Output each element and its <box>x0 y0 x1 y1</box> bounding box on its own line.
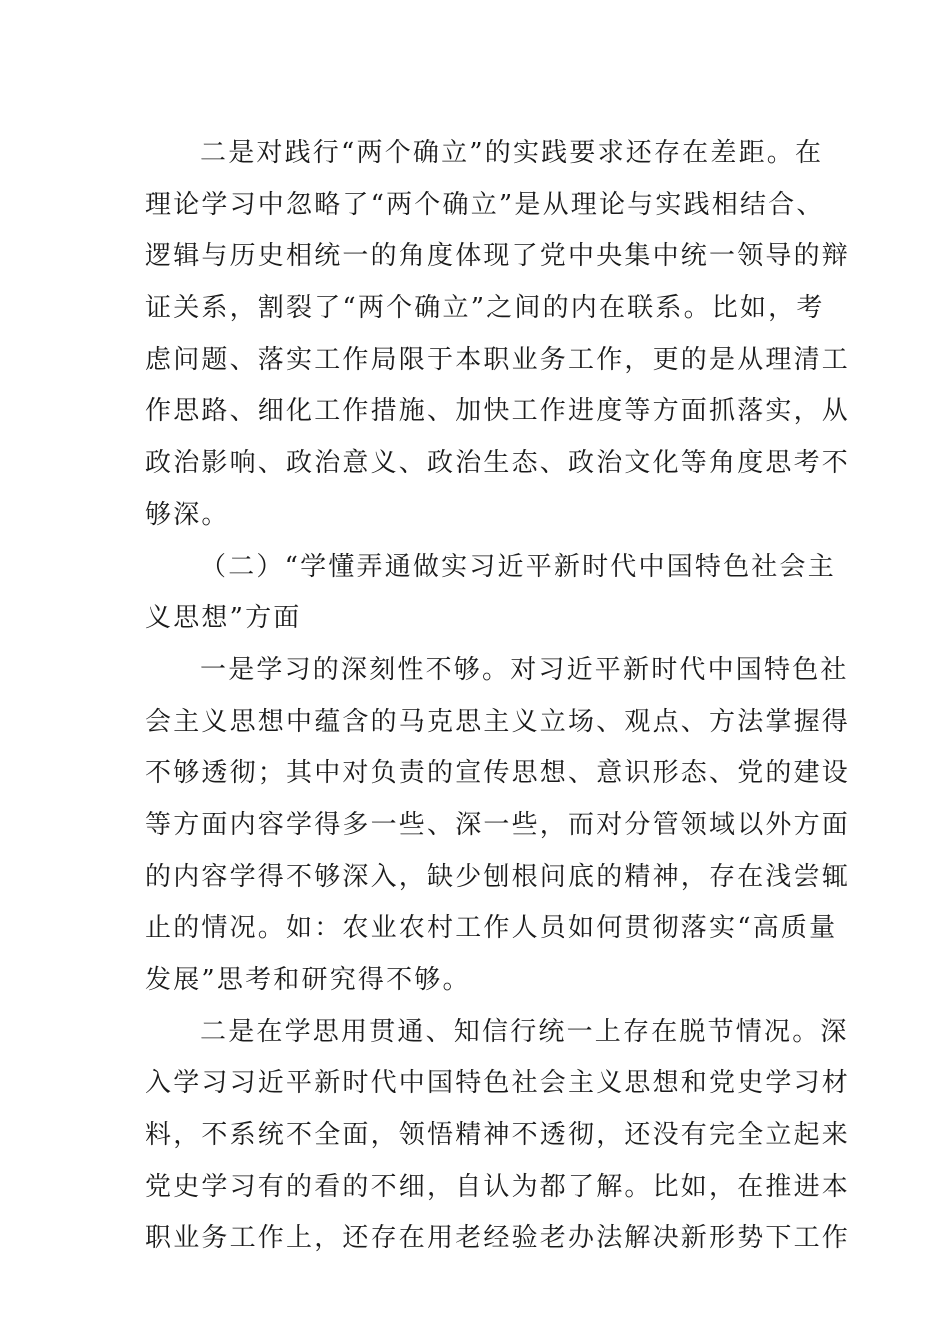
paragraph-line: 逻辑与历史相统一的角度体现了党中央集中统一领导的辩 <box>145 241 851 272</box>
paragraph-line: 党史学习有的看的不细，自认为都了解。比如，在推进本 <box>145 1171 851 1202</box>
paragraph-line: 理论学习中忽略了“两个确立”是从理论与实践相结合、 <box>145 189 825 220</box>
paragraph-line: 证关系，割裂了“两个确立”之间的内在联系。比如，考 <box>145 293 825 324</box>
document-body <box>145 128 851 1265</box>
paragraph-line: 的内容学得不够深入，缺少刨根问底的精神，存在浅尝辄 <box>145 861 851 892</box>
section-heading: （二）“学懂弄通做实习近平新时代中国特色社会主 <box>200 551 836 582</box>
paragraph-line: 够深。 <box>145 499 230 530</box>
paragraph-line: 职业务工作上，还存在用老经验老办法解决新形势下工作 <box>145 1223 851 1254</box>
paragraph-line: 虑问题、落实工作局限于本职业务工作，更的是从理清工 <box>145 344 851 375</box>
paragraph-line: 二是在学思用贯通、知信行统一上存在脱节情况。深 <box>200 1016 849 1047</box>
paragraph-line: 一是学习的深刻性不够。对习近平新时代中国特色社 <box>200 654 849 685</box>
paragraph-line: 政治影响、政治意义、政治生态、政治文化等角度思考不 <box>145 448 851 479</box>
paragraph-line: 二是对践行“两个确立”的实践要求还存在差距。在 <box>200 138 824 168</box>
paragraph-line: 会主义思想中蕴含的马克思主义立场、观点、方法掌握得 <box>145 706 851 737</box>
paragraph-line: 等方面内容学得多一些、深一些，而对分管领域以外方面 <box>145 809 851 840</box>
paragraph-line: 发展”思考和研究得不够。 <box>145 965 471 995</box>
paragraph-line: 料，不系统不全面，领悟精神不透彻，还没有完全立起来 <box>145 1120 851 1151</box>
paragraph-line: 不够透彻；其中对负责的宣传思想、意识形态、党的建设 <box>145 758 851 789</box>
paragraph-line: 止的情况。如：农业农村工作人员如何贯彻落实“高质量 <box>145 913 838 944</box>
paragraph-line: 作思路、细化工作措施、加快工作进度等方面抓落实，从 <box>145 396 851 427</box>
paragraph-line: 入学习习近平新时代中国特色社会主义思想和党史学习材 <box>145 1068 851 1099</box>
section-heading: 义思想”方面 <box>145 603 302 634</box>
